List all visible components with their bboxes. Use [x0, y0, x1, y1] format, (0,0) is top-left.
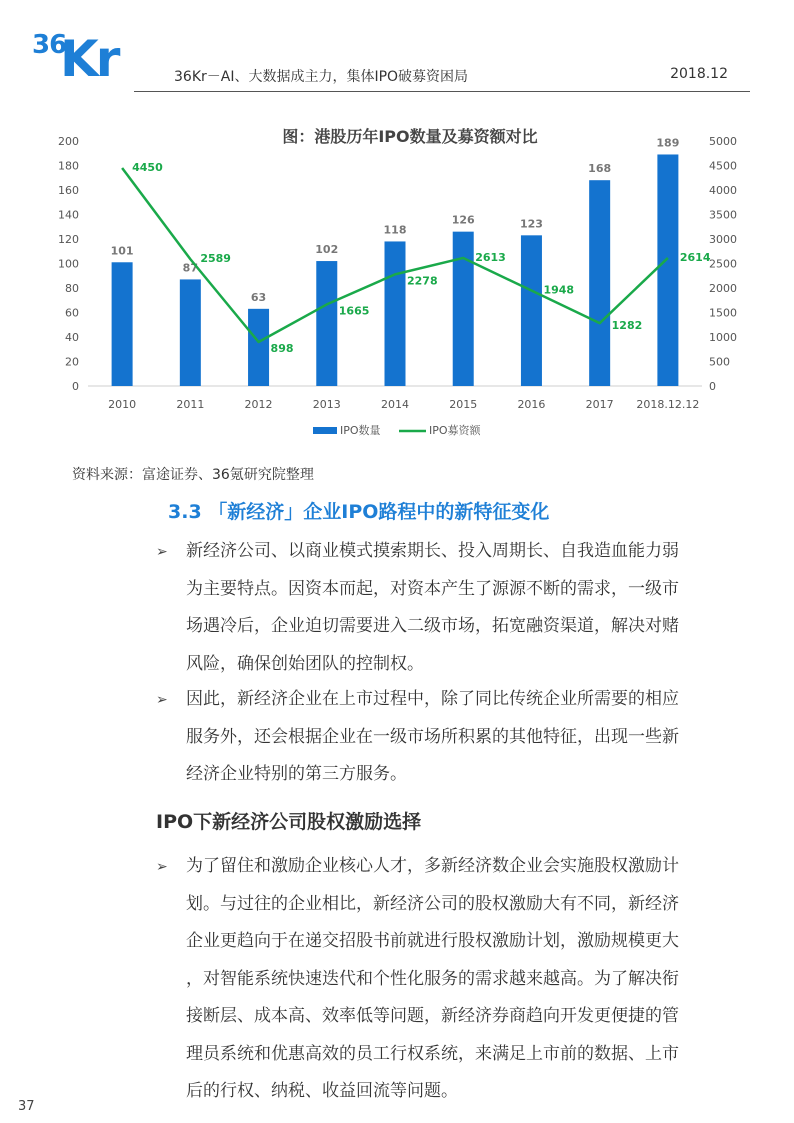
bar-data-label: 118 — [383, 223, 407, 237]
header-title: 36Kr－AI、大数据成主力，集体IPO破募资困局 — [174, 69, 469, 85]
paragraph-line: ，对智能系统快速迭代和个性化服务的需求越来越高。为了解决衔 — [186, 968, 679, 989]
paragraph-line: 为了留住和激励企业核心人才，多新经济数企业会实施股权激励计 — [186, 856, 679, 876]
right-axis-tick-label: 4000 — [709, 184, 737, 197]
left-axis-tick-label: 200 — [58, 135, 79, 148]
line-data-label: 2589 — [200, 252, 231, 266]
ipo-chart — [50, 122, 737, 452]
logo-36kr — [32, 26, 142, 90]
subheading: IPO下新经济公司股权激励选择 — [156, 811, 422, 833]
line-data-label: 2614 — [679, 250, 711, 264]
chart-title: 图：港股历年IPO数量及募资额对比 — [282, 127, 538, 146]
left-axis-tick-label: 80 — [65, 282, 79, 295]
bar-data-label: 126 — [451, 213, 475, 227]
bar-ipo-count — [385, 241, 406, 386]
left-axis-tick-label: 0 — [72, 380, 79, 393]
bar-data-label: 87 — [182, 261, 198, 275]
bar-ipo-count — [112, 262, 133, 386]
right-axis-tick-label: 2500 — [709, 257, 737, 271]
right-axis-tick-label: 3500 — [709, 208, 737, 222]
bullet-arrow: ➢ — [156, 859, 168, 875]
bar-ipo-count — [180, 279, 201, 386]
x-axis-tick-label: 2017 — [585, 398, 614, 411]
x-axis-tick-label: 2013 — [312, 398, 341, 411]
x-axis-tick-label: 2010 — [108, 398, 137, 411]
right-axis-tick-label: 5000 — [709, 135, 737, 148]
section-title: 3.3 「新经济」企业IPO路程中的新特征变化 — [168, 501, 550, 523]
left-axis-tick-label: 120 — [58, 233, 79, 246]
left-axis-tick-label: 60 — [65, 306, 79, 320]
paragraph-line: 因此，新经济企业在上市过程中，除了同比传统企业所需要的相应 — [186, 689, 679, 709]
x-axis-tick-label: 2015 — [449, 398, 478, 411]
x-axis-tick-label: 2012 — [244, 398, 273, 411]
bar-data-label: 168 — [588, 162, 612, 176]
line-data-label: 1948 — [543, 283, 575, 297]
line-data-label: 2278 — [407, 274, 438, 288]
right-axis-tick-label: 4500 — [709, 159, 737, 173]
bar-ipo-count — [589, 180, 610, 386]
paragraph-line: 为主要特点。因资本而起，对资本产生了源源不断的需求，一级市 — [186, 578, 679, 599]
bullet-arrow: ➢ — [156, 544, 168, 560]
header-divider — [134, 91, 750, 92]
bullet-arrow: ➢ — [156, 692, 168, 708]
paragraph-3 — [186, 848, 732, 1111]
bar-data-label: 102 — [315, 243, 339, 257]
logo-letters: Kr — [60, 30, 118, 88]
logo-number: 36 — [32, 30, 67, 60]
paragraph-line: 企业更趋向于在递交招股书前就进行股权激励计划，激励规模更大 — [186, 931, 679, 951]
bar-data-label: 189 — [656, 136, 680, 150]
right-axis-tick-label: 0 — [709, 380, 716, 393]
left-axis-tick-label: 160 — [58, 184, 79, 197]
bar-ipo-count — [657, 154, 678, 386]
line-data-label: 4450 — [132, 160, 163, 174]
line-data-label: 898 — [270, 341, 294, 355]
x-axis-tick-label: 2014 — [381, 398, 409, 411]
x-axis-tick-label: 2018.12.12 — [636, 398, 700, 411]
line-data-label: 1282 — [611, 319, 643, 333]
right-axis-tick-label: 1500 — [709, 306, 737, 320]
paragraph-2 — [186, 681, 732, 794]
source-note: 资料来源：富途证券、36氪研究院整理 — [72, 467, 314, 483]
bar-ipo-count — [316, 261, 337, 386]
bar-ipo-count — [521, 235, 542, 386]
right-axis-tick-label: 1000 — [709, 331, 737, 344]
page-number: 37 — [18, 1099, 35, 1114]
right-axis-tick-label: 500 — [709, 355, 730, 369]
bar-ipo-count — [453, 232, 474, 386]
left-axis-tick-label: 20 — [65, 355, 79, 369]
paragraph-line: 划。与过往的企业相比，新经济公司的股权激励大有不同，新经济 — [186, 893, 679, 914]
bar-data-label: 63 — [250, 290, 267, 304]
paragraph-line: 后的行权、纳税、收益回流等问题。 — [186, 1081, 458, 1101]
left-axis-tick-label: 140 — [58, 208, 79, 222]
paragraph-1 — [186, 533, 732, 683]
legend-swatch-bar — [313, 427, 337, 434]
right-axis-tick-label: 3000 — [709, 233, 737, 246]
paragraph-line: 新经济公司、以商业模式摸索期长、投入周期长、自我造血能力弱 — [186, 541, 679, 561]
legend-label-line: IPO募资额 — [429, 424, 481, 437]
line-data-label: 2613 — [475, 250, 506, 264]
paragraph-line: 场遇冷后，企业迫切需要进入二级市场，拓宽融资渠道，解决对赌 — [186, 616, 679, 636]
right-axis-tick-label: 2000 — [709, 282, 737, 295]
legend-label-bar: IPO数量 — [340, 424, 381, 437]
paragraph-line: 理员系统和优惠高效的员工行权系统，来满足上市前的数据、上市 — [186, 1043, 679, 1064]
x-axis-tick-label: 2016 — [517, 398, 546, 411]
left-axis-tick-label: 40 — [65, 331, 79, 344]
paragraph-line: 服务外，还会根据企业在一级市场所积累的其他特征，出现一些新 — [186, 726, 679, 747]
left-axis-tick-label: 180 — [58, 159, 79, 173]
x-axis-tick-label: 2011 — [176, 398, 205, 411]
paragraph-line: 接断层、成本高、效率低等问题，新经济券商趋向开发更便捷的管 — [186, 1006, 679, 1026]
bar-data-label: 123 — [519, 217, 543, 231]
paragraph-line: 经济企业特别的第三方服务。 — [186, 764, 407, 784]
header-date: 2018.12 — [670, 66, 728, 82]
bar-data-label: 101 — [110, 244, 134, 258]
paragraph-line: 风险，确保创始团队的控制权。 — [186, 653, 424, 674]
bar-ipo-count — [248, 309, 269, 386]
left-axis-tick-label: 100 — [58, 257, 79, 271]
line-data-label: 1665 — [338, 304, 370, 318]
